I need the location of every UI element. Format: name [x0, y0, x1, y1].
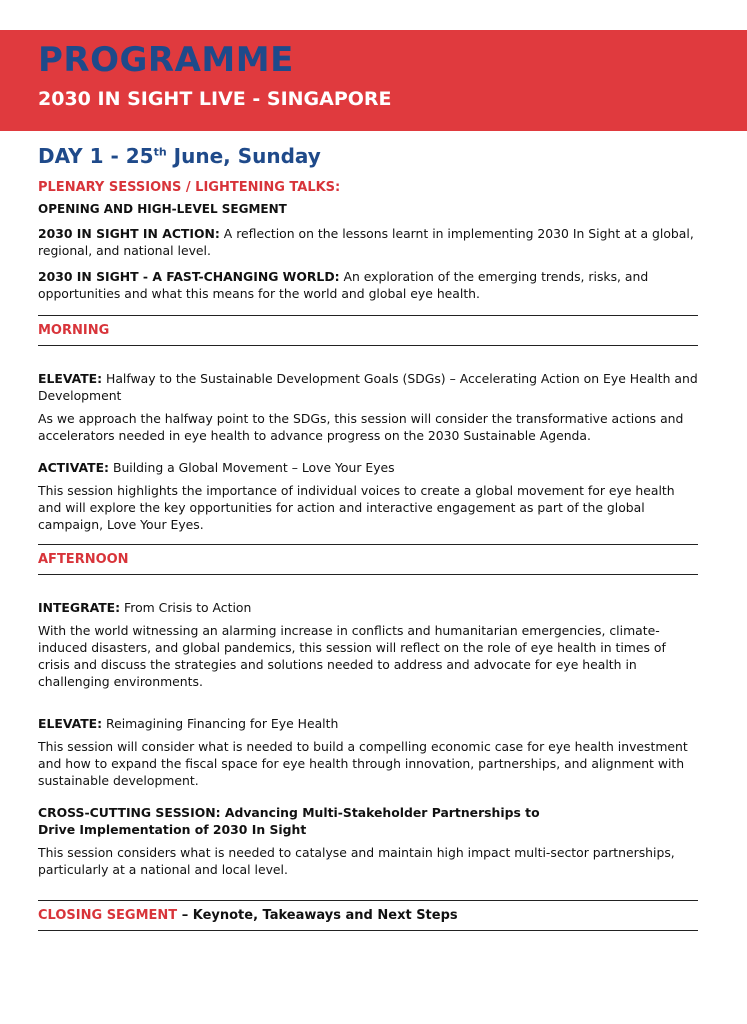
opening-item	[38, 225, 698, 259]
session-title-text: Advancing Multi-Stakeholder Partnerships to Drive Implementation of 2030 In Sight	[38, 805, 540, 837]
opening-item-label: 2030 IN SIGHT - A FAST-CHANGING WORLD:	[38, 269, 340, 284]
session-label: CROSS-CUTTING SESSION:	[38, 805, 221, 820]
section-closing	[38, 900, 698, 931]
plenary-heading: PLENARY SESSIONS / LIGHTENING TALKS:	[38, 180, 341, 195]
closing-text: – Keynote, Takeaways and Next Steps	[177, 908, 458, 923]
header-banner	[0, 30, 747, 131]
session-title-text: Halfway to the Sustainable Development Goals (SDGs) – Accelerating Action on Eye Health and Development	[38, 371, 698, 403]
page-title: PROGRAMME	[38, 40, 294, 80]
session-title	[38, 599, 698, 616]
opening-item-label: 2030 IN SIGHT IN ACTION:	[38, 226, 220, 241]
day-suffix: June, Sunday	[166, 144, 321, 168]
session-description: As we approach the halfway point to the SDGs, this session will consider the transformative actions and accelerators needed in eye health to advance progress on the 2030 Sustainable Agenda.	[38, 411, 684, 443]
session-label: ELEVATE:	[38, 716, 103, 731]
opening-item-text: An exploration of the emerging trends, risks, and opportunities and what this means for the world and global eye health.	[38, 269, 649, 301]
opening-item	[38, 268, 698, 302]
session-title-text: Reimagining Financing for Eye Health	[102, 716, 339, 731]
session-title	[38, 715, 698, 732]
day-sup: th	[153, 145, 167, 159]
session-description: With the world witnessing an alarming increase in conflicts and humanitarian emergencies, climate-induced disasters, and global pandemics, this session will reflect on the role of eye health in times of crisis and discuss the strategies and solutions needed to address and advocate for eye health in challenging environments.	[38, 623, 666, 689]
session-label: ELEVATE:	[38, 371, 103, 386]
section-afternoon: AFTERNOON	[38, 544, 698, 575]
session-title	[38, 804, 558, 838]
session-label: INTEGRATE:	[38, 600, 121, 615]
opening-item-text: A reflection on the lessons learnt in implementing 2030 In Sight at a global, regional, and national level.	[38, 226, 694, 258]
day-prefix: DAY 1 - 25	[38, 144, 154, 168]
closing-label: CLOSING SEGMENT	[38, 908, 178, 923]
session-label: ACTIVATE:	[38, 460, 109, 475]
session-title-text: Building a Global Movement – Love Your Eyes	[109, 460, 395, 475]
session-title	[38, 459, 698, 476]
session-description: This session highlights the importance of individual voices to create a global movement for eye health and will explore the key opportunities for action and interactive engagement as part of the global campaign, Love Your Eyes.	[38, 483, 675, 532]
day-heading	[38, 144, 698, 168]
page-subtitle: 2030 IN SIGHT LIVE - SINGAPORE	[38, 88, 392, 110]
session-title	[38, 370, 698, 404]
session-description: This session considers what is needed to catalyse and maintain high impact multi-sector partnerships, particularly at a national and local level.	[38, 845, 675, 877]
session-description: This session will consider what is needed to build a compelling economic case for eye health investment and how to expand the fiscal space for eye health through innovation, partnerships, and alignment with sustainable development.	[38, 739, 688, 788]
session-title-text: From Crisis to Action	[120, 600, 252, 615]
programme-content	[38, 144, 698, 931]
section-morning: MORNING	[38, 315, 698, 346]
opening-heading: OPENING AND HIGH-LEVEL SEGMENT	[38, 202, 287, 216]
